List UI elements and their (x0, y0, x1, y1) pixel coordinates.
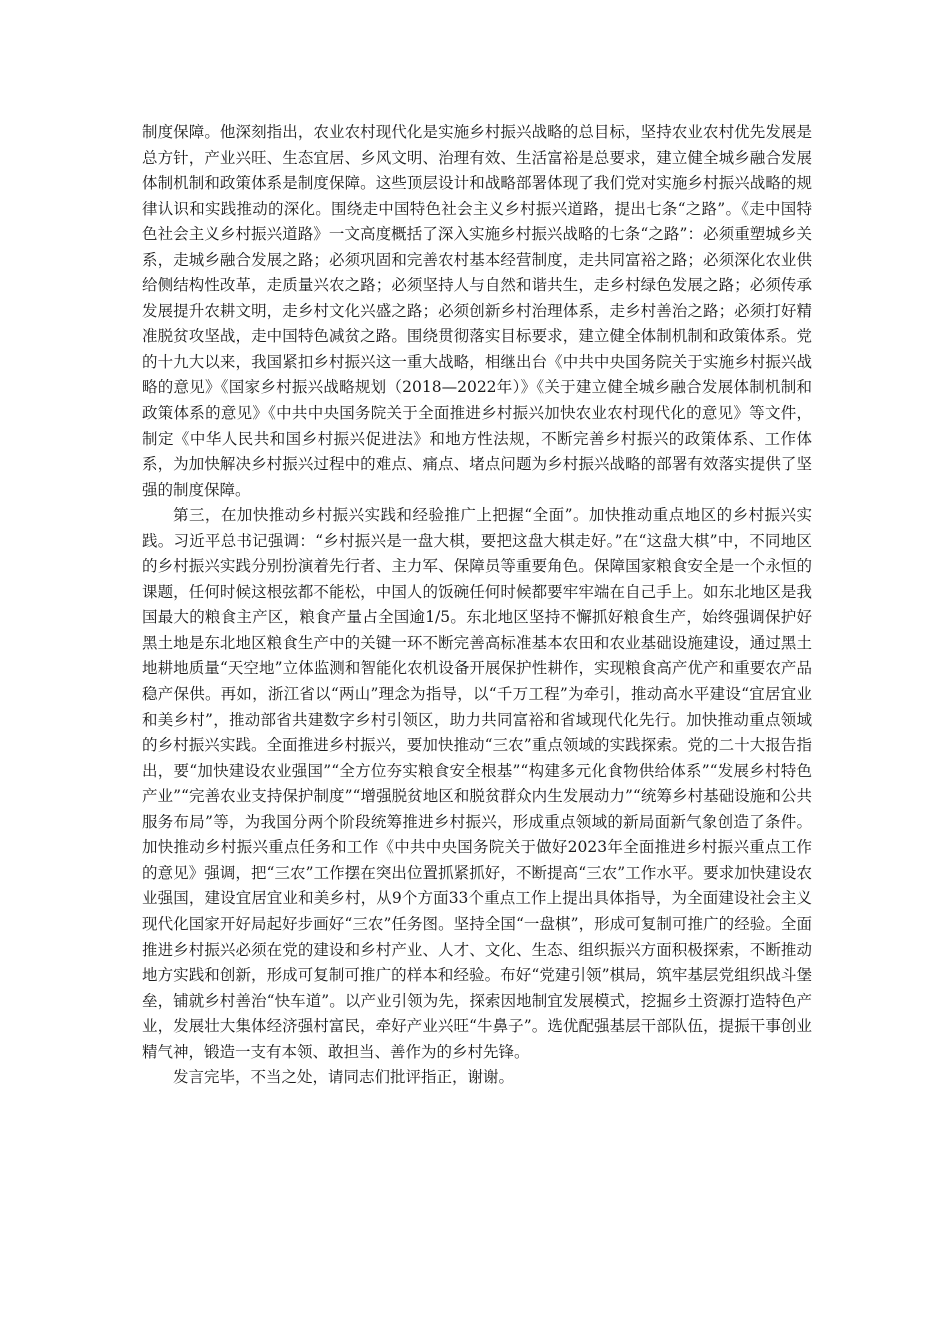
document-page (142, 120, 812, 1091)
closing-paragraph: 发言完毕，不当之处，请同志们批评指正，谢谢。 (173, 1068, 515, 1087)
body-paragraph-1: 制度保障。他深刻指出，农业农村现代化是实施乡村振兴战略的总目标，坚持农业农村优先发展是总方针，产业兴旺、生态宜居、乡风文明、治理有效、生活富裕是总要求，建立健全城乡融合发展体制机制和政策体系是制度保障。这些顶层设计和战略部署体现了我们党对实施乡村振兴战略的规律认识和实践推动的深化。围绕走中国特色社会主义乡村振兴道路，提出七条“之路”。《走中国特色社会主义乡村振兴道路》一文高度概括了深入实施乡村振兴战略的七条“之路”：必须重塑城乡关系，走城乡融合发展之路；必须巩固和完善农村基本经营制度，走共同富裕之路；必须深化农业供给侧结构性改革，走质量兴农之路；必须坚持人与自然和谐共生，走乡村绿色发展之路；必须传承发展提升农耕文明，走乡村文化兴盛之路；必须创新乡村治理体系，走乡村善治之路；必须打好精准脱贫攻坚战，走中国特色减贫之路。围绕贯彻落实目标要求，建立健全体制机制和政策体系。党的十九大以来，我国紧扣乡村振兴这一重大战略，相继出台《中共中央国务院关于实施乡村振兴战略的意见》《国家乡村振兴战略规划（2018—2022年）》《关于建立健全城乡融合发展体制机制和政策体系的意见》《中共中央国务院关于全面推进乡村振兴加快农业农村现代化的意见》等文件，制定《中华人民共和国乡村振兴促进法》和地方性法规，不断完善乡村振兴的政策体系、工作体系，为加快解决乡村振兴过程中的难点、痛点、堵点问题为乡村振兴战略的部署有效落实提供了坚强的制度保障。 (142, 123, 812, 499)
body-paragraph-2: 第三，在加快推动乡村振兴实践和经验推广上把握“全面”。加快推动重点地区的乡村振兴实践。习近平总书记强调：“乡村振兴是一盘大棋，要把这盘大棋走好。”在“这盘大棋”中，不同地区的乡村振兴实践分别扮演着先行者、主力军、保障员等重要角色。保障国家粮食安全是一个永恒的课题，任何时候这根弦都不能松，中国人的饭碗任何时候都要牢牢端在自己手上。如东北地区是我国最大的粮食主产区，粮食产量占全国逾1/5。东北地区坚持不懈抓好粮食生产，始终强调保护好黑土地是东北地区粮食生产中的关键一环不断完善高标准基本农田和农业基础设施建设，通过黑土地耕地质量“天空地”立体监测和智能化农机设备开展保护性耕作，实现粮食高产优产和重要农产品稳产保供。再如，浙江省以“两山”理念为指导，以“千万工程”为牵引，推动高水平建设“宜居宜业和美乡村”，推动部省共建数字乡村引领区，助力共同富裕和省域现代化先行。加快推动重点领域的乡村振兴实践。全面推进乡村振兴，要加快推动“三农”重点领域的实践探索。党的二十大报告指出，要“加快建设农业强国”“全方位夯实粮食安全根基”“构建多元化食物供给体系”“发展乡村特色产业”“完善农业支持保护制度”“增强脱贫地区和脱贫群众内生发展动力”“统筹乡村基础设施和公共服务布局”等，为我国分两个阶段统筹推进乡村振兴，形成重点领域的新局面新气象创造了条件。加快推动乡村振兴重点任务和工作《中共中央国务院关于做好2023年全面推进乡村振兴重点工作的意见》强调，把“三农”工作摆在突出位置抓紧抓好，不断提高“三农”工作水平。要求加快建设农业强国，建设宜居宜业和美乡村，从9个方面33个重点工作上提出具体指导，为全面建设社会主义现代化国家开好局起好步画好“三农”任务图。坚持全国“一盘棋”，形成可复制可推广的经验。全面推进乡村振兴必须在党的建设和乡村产业、人才、文化、生态、组织振兴方面积极探索，不断推动地方实践和创新，形成可复制可推广的样本和经验。布好“党建引领”棋局，筑牢基层党组织战斗堡垒，铺就乡村善治“快车道”。以产业引领为先，探索因地制宜发展模式，挖掘乡土资源打造特色产业，发展壮大集体经济强村富民，牵好产业兴旺“牛鼻子”。选优配强基层干部队伍，提振干事创业精气神，锻造一支有本领、敢担当、善作为的乡村先锋。 (142, 506, 812, 1061)
